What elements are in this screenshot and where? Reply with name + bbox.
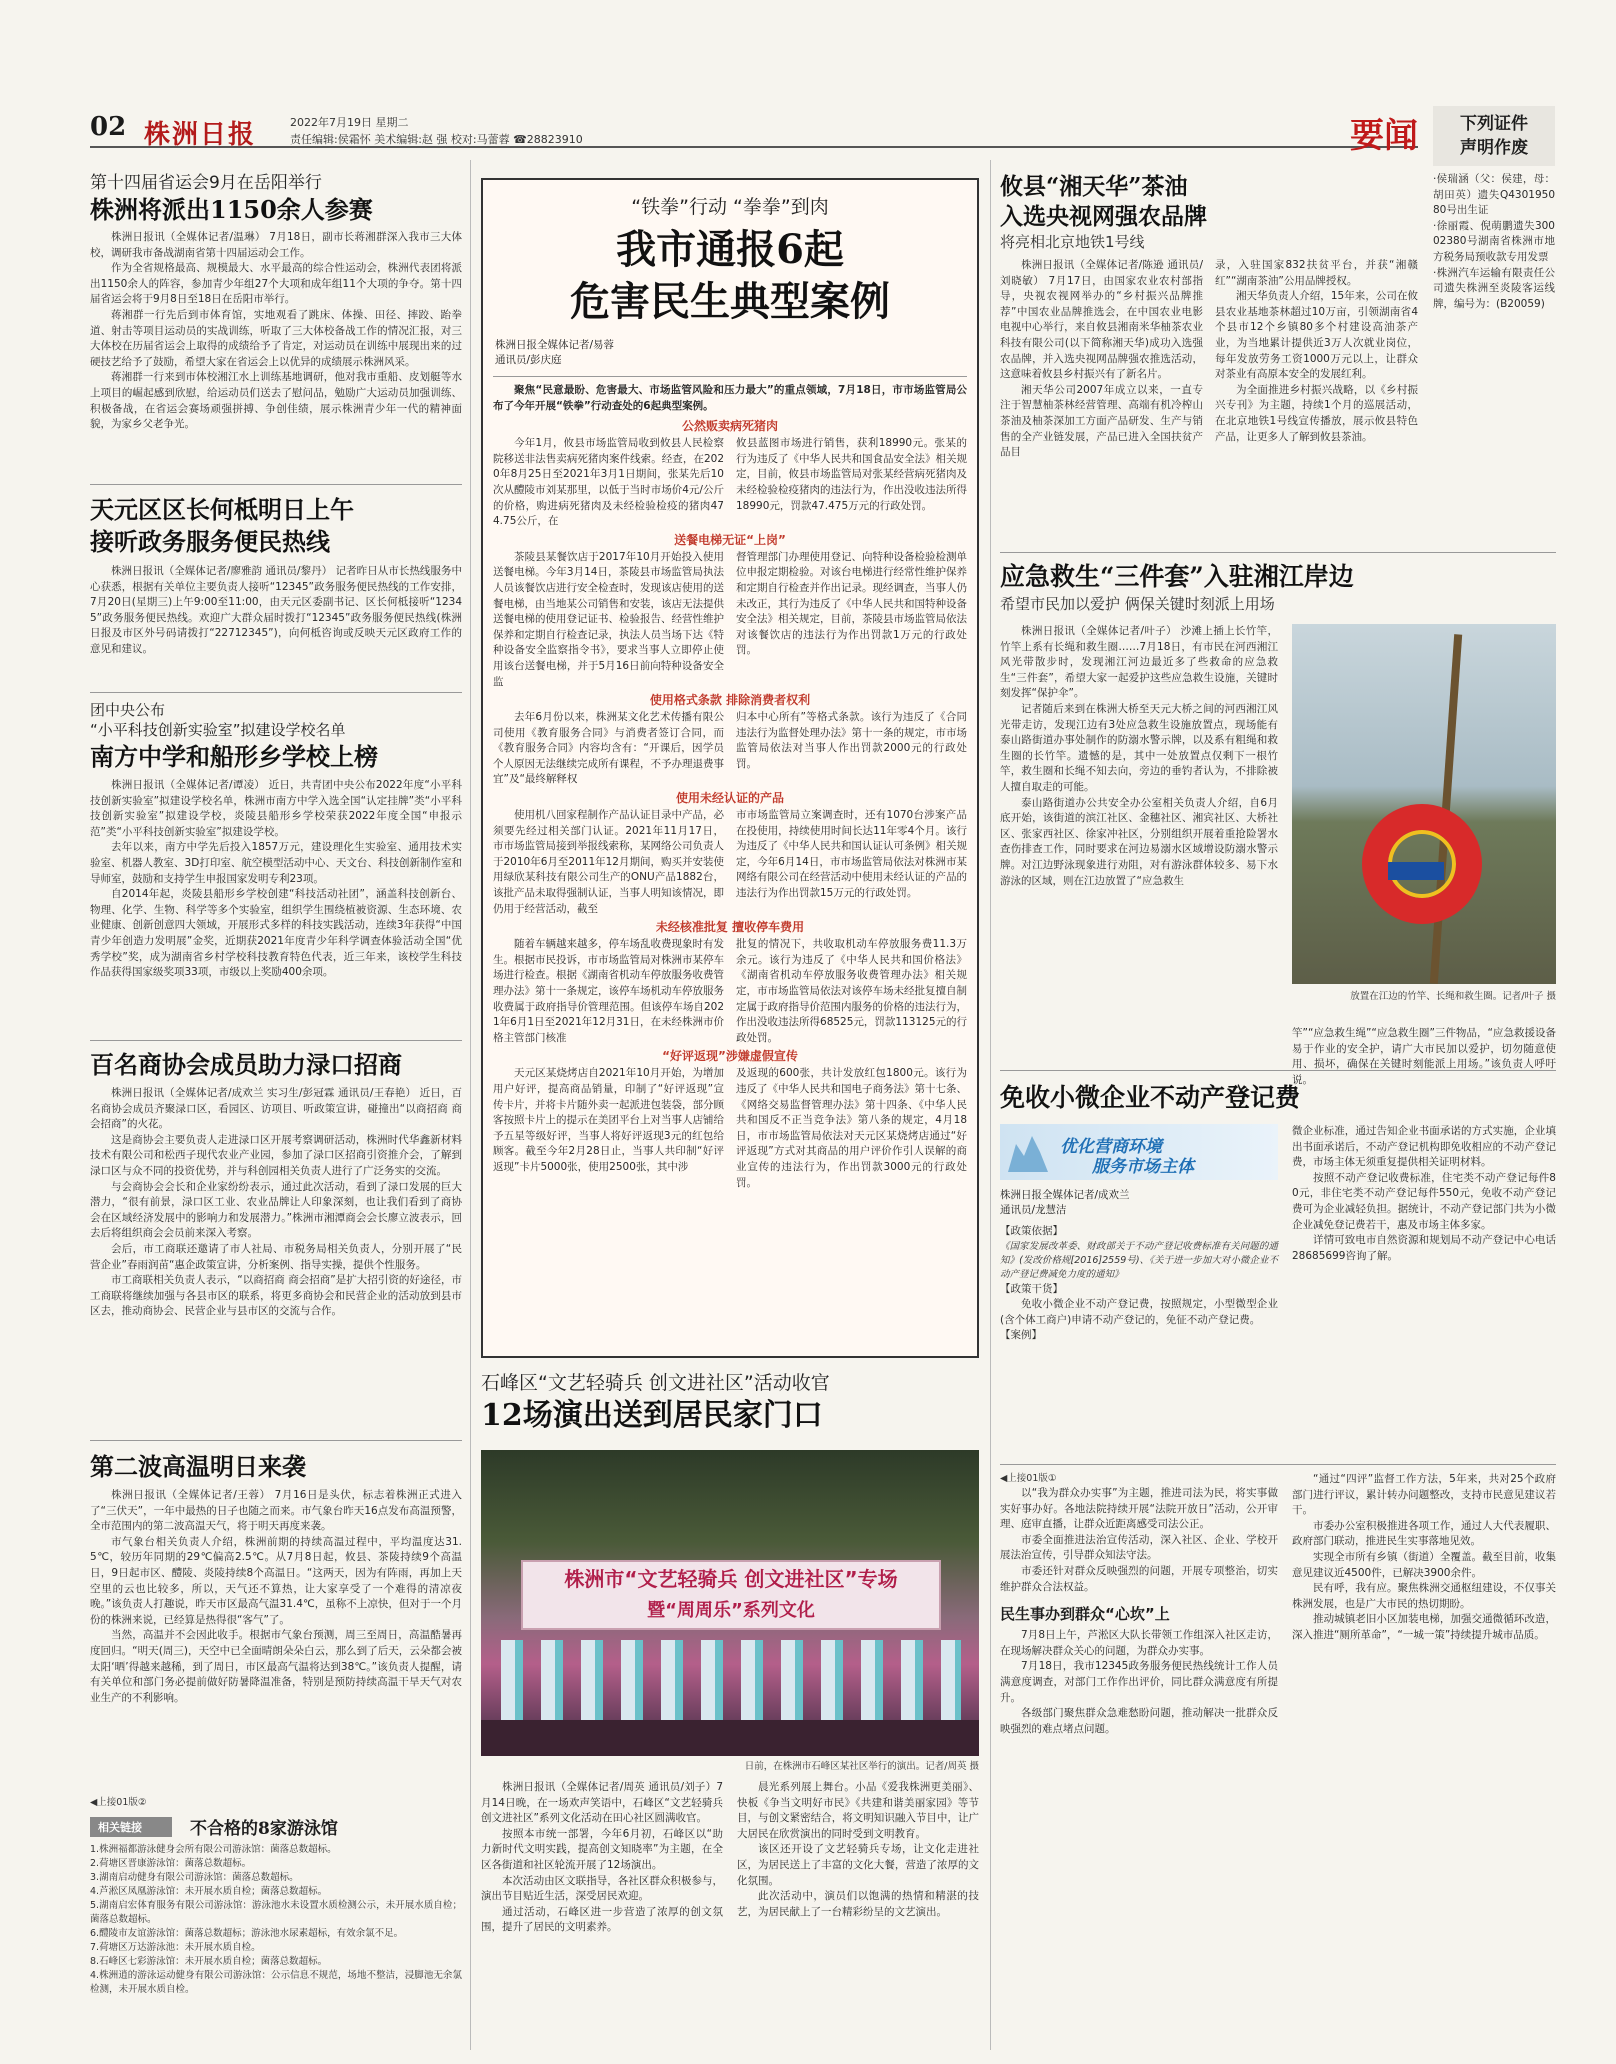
article-title: 天元区区长何柢明日上午 [90, 495, 354, 524]
case-section [493, 1046, 967, 1191]
article-pretitle: 第十四届省运会9月在岳阳举行 [90, 173, 322, 193]
case-list [493, 416, 967, 1191]
case-text: 去年6月份以来，株洲某文化艺术传播有限公司使用《教育服务合同》与消费者签订合同，而《教育服务合同》内容均含有：“开课后，因学员个人原因无法继续完成所有课程，不予办理退费事宜”及“最终解释权 [493, 711, 724, 786]
city-skyline-icon [1008, 1132, 1048, 1172]
case-text: 归本中心所有”等格式条款。该行为违反了《合同违法行为监督处理办法》第十一条的规定，市市场监管局依法对当事人作出罚款2000元的行政处罚。 [736, 711, 967, 770]
article-teaoil: 攸县“湘天华”茶油 入选央视网强农品牌 将亮相北京地铁1号线 株洲日报讯（全媒体记者/陈逊 通讯员/刘晓敏） 7月17日，由国家农业农村部指导，央视农视网举办的“乡村振兴品牌推荐”中国农业品牌推选会，在中国农业电影电视中心举行，来自攸县湘南米华柚茶农业科技有限公司(以下简称湘天华)成功入选强农品牌，并入选央视网品牌强农推选活动，这意味着攸县乡村振兴有了新名片。 湘天华公司2007年成立以来，一直专注于智慧柚茶林经营管理、高端有机冷榨山茶油及柚茶深加工方面产品研发、生产与销售的全产业链发展，产品已进入全国扶贫产品目 录，入驻国家832扶贫平台，并获“湘赣红”“湖南茶油”公用品牌授权。 湘天华负责人介绍，15年来，公司在攸县农业基地茶林超过10万亩，引领湖南省4个县市12个乡镇80多个村建设高油茶产业，为当地累计提供近3万人次就业岗位，每年发放劳务工资1000万元以上，让群众对茶业有高原本安全的发展红利。 为全面推进乡村振兴战略，以《乡村振兴专刊》为主题，持续1个月的巡展活动，在北京地铁1号线宣传播放，展示攸县特色产品，让更多人了解到攸县茶油。 [1000, 173, 1418, 459]
article-title: 接听政务服务便民热线 [90, 527, 330, 556]
list-item: 5.湖南启宏体育服务有限公司游泳馆：游泳池水未设置水质检测公示，未开展水质自检；菌落总数超标。 [90, 1900, 462, 1925]
case-text: 今年1月，攸县市场监管局收到攸县人民检察院移送非法售卖病死猪肉案件线索。经查，在2020年8月25日至2021年3月1日期间，张某先后10次从醴陵市刘某那里，以低于当时市场价4元/公斤的价格，购进病死猪肉及未经检验检疫的猪肉474.75公斤，在 [493, 437, 724, 528]
case-heading: 送餐电梯无证“上岗” [674, 532, 786, 547]
case-text: 茶陵县某餐饮店于2017年10月开始投入使用送餐电梯。今年3月14日，茶陵县市场监管局执法人员该餐饮店进行安全检查时，发现该店使用的送餐电梯，由当地某公司销售和安装，该店无法提供送餐电梯的使用登记证书、检验报告、经营性维护保养和定期自行检查记录，执法人员当场下达《特种设备安全监察指令书》，要求当事人立即停止使用该台送餐电梯，并于5月16日前向特种设备安全监 [493, 550, 724, 688]
editor-line: 责任编辑:侯霜怀 美术编辑:赵 强 校对:马蕾蓉 ☎28823910 [290, 133, 583, 146]
photo-caption: 放置在江边的竹竿、长绳和救生圈。记者/叶子 摄 [1350, 991, 1556, 1002]
article-performance: 石峰区“文艺轻骑兵 创文进社区”活动收官 12场演出送到居民家门口 株洲市“文艺轻骑兵 创文进社区”专场 暨“周周乐”系列文化 日前，在株洲市石峰区某社区举行的演出。记者/周英 摄 株洲日报讯（全媒体记者/周英 通讯员/刘子）7月14日晚，在一场欢声笑语中，石峰区“文艺轻骑兵 创文进社区”系列文化活动在田心社区圆满收官。 按照本市统一部署，今年6月初，石峰区以“助力新时代文明实践，提高创文知晓率”为主题，在全区各街道和社区轮流开展了12场演出。 本次活动由区文联指导，各社区群众积极参与，演出节目贴近生活，深受居民欢迎。 通过活动，石峰区进一步营造了浓厚的创文氛围，提升了居民的文明素养。 晨光系列展上舞台。小品《爱我株洲更美丽》、快板《争当文明好市民》《共建和谐美丽家园》等节目，与创文紧密结合，将文明知识融入节目中，让广大居民在欣赏演出的同时受到文明教育。 该区还开设了文艺轻骑兵专场，让文化走进社区，为居民送上了丰富的文化大餐，营造了浓厚的文化氛围。 此次活动中，演员们以饱满的热情和精湛的技艺，为居民献上了一台精彩纷呈的文艺演出。 [481, 1372, 979, 1934]
feature-header: “铁拳”行动 “拳拳”到肉 我市通报6起 危害民生典型案例 [483, 180, 977, 328]
stage-banner: 株洲市“文艺轻骑兵 创文进社区”专场 暨“周周乐”系列文化 [521, 1560, 941, 1630]
feature-title: 我市通报6起 [616, 226, 844, 273]
article-hotline: 天元区区长何柢明日上午 接听政务服务便民热线 株洲日报讯（全媒体记者/廖雅韵 通讯员/黎丹） 记者昨日从市长热线服务中心获悉，根据有关单位主要负责人接听“12345”政务服务便民热线的工作安排，7月20日(星期三)上午9:00至11:00，由天元区委副书记、区长何柢接听“12345”政务服务便民热线。欢迎广大群众届时拨打“12345”政务服务便民热线(株洲日报及市区外号码请拨打“22712345”)，向何柢咨询或反映天元区政府工作的意见和建议。 [90, 495, 462, 655]
article-fee: 免收小微企业不动产登记费 优化营商环境 服务市场主体 株洲日报全媒体记者/成欢兰 通讯员/龙慧洁 【政策依据】 《国家发展改革委、财政部关于不动产登记收费标准有关问题的通知》(发改价格规[2016]2559号)、《关于进一步加大对小微企业不动产登记费减免力度的通知》 【政策干货】 免收小微企业不动产登记费，按照规定，小型微型企业(含个体工商户)申请不动产登记的，免征不动产登记费。 【案例】 微企业标准，通过告知企业书面承诺的方式实施，企业填出书面承诺后，不动产登记机构即免收相应的不动产登记费，市场主体无须重复提供相关证明材料。 按照不动产登记收费标准，住宅类不动产登记每件80元，非住宅类不动产登记每件550元，免收不动产登记费可为企业减轻负担。据统计，不动产登记部门共为小微企业减免登记费若干，惠及市场主体多家。 详情可致电市自然资源和规划局不动产登记中心电话28685699咨询了解。 [1000, 1080, 1556, 1460]
related-list [90, 1843, 462, 1997]
related-links-title: 不合格的8家游泳馆 [190, 1819, 338, 1839]
article-title: 入选央视网强农品牌 [1000, 203, 1207, 230]
case-section [493, 917, 967, 1046]
article-subtitle: 将亮相北京地铁1号线 [1000, 233, 1145, 251]
article-title: 免收小微企业不动产登记费 [1000, 1083, 1301, 1112]
performers [501, 1640, 961, 1720]
case-section [493, 690, 967, 788]
notice-sidebar [1433, 106, 1555, 386]
notice-item: ·徐丽霞、倪萌鹏遗失30002380号湖南省株洲市地方税务局预收款专用发票 [1433, 219, 1555, 263]
article-title: 12场演出送到居民家门口 [481, 1398, 823, 1433]
issue-date: 2022年7月19日 星期二 [290, 116, 409, 129]
article-title: 南方中学和船形乡学校上榜 [90, 742, 378, 771]
lead-paragraph: 聚焦“民意最盼、危害最大、市场监管风险和压力最大”的重点领域，7月18日，市市场监管局公布了今年开展“铁拳”行动查处的6起典型案例。 [493, 384, 967, 412]
related-links: ◀上接01版② 相关链接 不合格的8家游泳馆 1.株洲福都游泳健身会所有限公司游泳馆：菌落总数超标。 2.荷塘区晋康游泳馆：菌落总数超标。 3.湖南启动健身有限公司游泳馆：菌落总数超标。 4.芦淞区凤凰游泳馆：未开展水质自检；菌落总数超标。 5.湖南启宏体育服务有限公司游泳馆：游泳池水未设置水质检测公示，未开展水质自检；菌落总数超标。 6.醴陵市友谊游泳馆：菌落总数超标；游泳池水尿素超标，有效余氯不足。 7.荷塘区万达游泳池：未开展水质自检。 8.石峰区七彩游泳馆：未开展水质自检；菌落总数超标。 4.株洲逍的游泳运动健身有限公司游泳馆：公示信息不规范，场地不整洁，浸脚池无余氯检测，未开展水质自检。 [90, 1797, 462, 1995]
related-links-label: 相关链接 [90, 1817, 172, 1837]
feature-box [481, 178, 979, 1358]
list-item: 4.株洲逍的游泳运动健身有限公司游泳馆：公示信息不规范，场地不整洁，浸脚池无余氯检测，未开展水质自检。 [90, 1970, 462, 1995]
subheading: 民生事办到群众“心坎”上 [1000, 1605, 1170, 1624]
case-text: 督管理部门办理使用登记、向特种设备检验检测单位申报定期检验。对该台电梯进行经常性维护保养和定期自行检查并作出记录。现经调查，当事人仍未改正，其行为违反了《中华人民共和国特种设备安全法》相关规定，目前，茶陵县市场监管局依法对该餐饮店的违法行为作出罚款1万元的行政处罚。 [736, 550, 967, 657]
article-title: 攸县“湘天华”茶油 [1000, 173, 1188, 200]
case-text: 攸县蓝图市场进行销售，获利18990元。张某的行为违反了《中华人民共和国食品安全法》相关规定，目前，攸县市场监管局对张某经营病死猪肉及未经检验检疫猪肉的违法行为，作出没收违法所得18990元，罚款47.475万元的行政处罚。 [736, 437, 967, 512]
list-item: 4.芦淞区凤凰游泳馆：未开展水质自检；菌落总数超标。 [90, 1886, 328, 1897]
list-item: 1.株洲福都游泳健身会所有限公司游泳馆：菌落总数超标。 [90, 1844, 337, 1855]
case-heading: 使用未经认证的产品 [675, 791, 784, 806]
article-title: 第二波高温明日来袭 [90, 1452, 306, 1481]
byline: 株洲日报全媒体记者/成欢兰 通讯员/龙慧洁 [1000, 1189, 1130, 1216]
article-heat: 第二波高温明日来袭 株洲日报讯（全媒体记者/王蓉） 7月16日是头伏，标志着株洲正式进入了“三伏天”，一年中最热的日子也随之而来。市气象台昨天16点发布高温预警，全市范围内的第二波高温天气，将于明天再度来袭。 市气象台相关负责人介绍，株洲前期的持续高温过程中，平均温度达31.5℃，较历年同期的29℃偏高2.5℃。从7月8日起，攸县、茶陵持续9个高温日，9日起市区、醴陵、炎陵持续8个高温日。“这两天，因为有阵雨，再加上天空里的云也比较多，所以，天气还不算热，让大家享受了一个难得的清凉夜晚。”该负责人打趣说，昨天市区最高气温31.4℃，虽称不上凉快，但对于一个月份的株洲来说，已经算是热得很“客气”了。 当然，高温并不会因此收手。根据市气象台预测，周三至周日，高温酷暑再度回归。“明天(周三)，天空中已全面晴朗朵朵白云，那么到了后天，云朵都会被太阳‘晒’得越来越稀，到了周日，市区最高气温将达到38℃。”该负责人提醒，请有关单位和部门务必提前做好防暑降温准备，特别是预防持续高温干旱天气对农业生产的不利影响。 [90, 1452, 462, 1704]
masthead [90, 112, 1418, 156]
page-number: 02 [90, 112, 127, 142]
list-item: 2.荷塘区晋康游泳馆：菌落总数超标。 [90, 1858, 252, 1869]
case-section [493, 530, 967, 690]
article-games: 第十四届省运会9月在岳阳举行 株洲将派出1150余人参赛 株洲日报讯（全媒体记者/温琳） 7月18日，副市长蒋湘群深入我市三大体校，调研我市备战湖南省第十四届运动会工作。 作为全省规格最高、规模最大、水平最高的综合性运动会，株洲代表团将派出1150余人的阵容，参加青少年组27个大项和成年组11个大项的争夺。第十四届省运会将于9月8日至18日在岳阳市举行。 蒋湘群一行先后到市体育馆，实地观看了跳床、体操、田径、摔跤、跆拳道、射击等项目运动员的实战训练，听取了三大体校备战工作的情况汇报，对三大体校在历届省运会上取得的成绩给予了肯定，对运动员在训练中展现出来的过硬技艺给予了鼓励，希望大家在省运会上以优异的成绩展示株洲风采。 蒋湘群一行来到市体校湘江水上训练基地调研，他对我市重船、皮划艇等水上项目的崛起感到欣慰，给运动员们送去了慰问品，勉励广大运动员加强训练、积极备战，在省运会赛场顽强拼搏、争创佳绩，展示株洲青少年一代的精神面貌，为家乡父老争光。 [90, 173, 462, 431]
notice-item: ·侯瑞涵（父：侯建，母：胡田英）遗失Q430195080号出生证 [1433, 173, 1555, 217]
feature-title: 危害民生典型案例 [570, 278, 890, 325]
section-logo: 优化营商环境 服务市场主体 [1000, 1124, 1278, 1180]
list-item: 7.荷塘区万达游泳池：未开展水质自检。 [90, 1942, 261, 1953]
article-subtitle: 希望市民加以爱护 俩保关键时刻派上用场 [1000, 595, 1275, 613]
photo-caption: 日前，在株洲市石峰区某社区举行的演出。记者/周英 摄 [744, 1761, 979, 1772]
notice-header: 下列证件 声明作废 [1433, 106, 1555, 166]
case-heading: “好评返现”涉嫌虚假宣传 [662, 1049, 798, 1064]
newspaper-logo: 株洲日报 [144, 120, 257, 150]
case-text: 天元区某烧烤店自2021年10月开始，为增加用户好评，提高商品销量，印制了“好评返现”宣传卡片，并将卡片随外卖一起派进包装袋，部分顾客按照卡片上的提示在美团平台上对当事人店铺给予五星等级好评，当事人将好评返现3元的红包给顾客。截至今年2月28日止，当事人共印制“好评返现”卡片5000张，使用2500张，其中涉 [493, 1067, 724, 1173]
list-item: 3.湖南启动健身有限公司游泳馆：菌落总数超标。 [90, 1872, 299, 1883]
case-heading: 未经核准批复 擅收停车费用 [655, 920, 805, 935]
list-item: 6.醴陵市友谊游泳馆：菌落总数超标；游泳池水尿素超标，有效余氯不足。 [90, 1928, 404, 1939]
article-title: 百名商协会成员助力渌口招商 [90, 1050, 402, 1079]
case-text: 随着车辆越来越多，停车场乱收费现象时有发生。根据市民投诉，市市场监管局对株洲市某停车场进行检查。根据《湖南省机动车停放服务收费管理办法》第十一条规定，该停车场机动车停放服务收费属于政府指导价管理范围。但该停车场自2021年6月1日至2021年12月31日，在未经株洲市价格主管部门核准 [493, 938, 724, 1044]
case-heading: 公然贩卖病死猪肉 [681, 419, 778, 434]
case-section [493, 416, 967, 530]
case-section [493, 788, 967, 917]
article-title: 株洲将派出1150余人参赛 [90, 195, 373, 224]
article-lifesaving: 应急救生“三件套”入驻湘江岸边 希望市民加以爱护 俩保关键时刻派上用场 株洲日报讯（全媒体记者/叶子） 沙滩上插上长竹竿，竹竿上系有长绳和救生圈……7月18日，有市民在河西湘江风光带散步时，发现湘江河边最近多了些救命的应急救生“三件套”，希望大家一起爱护这些应急救生设施，关键时刻发挥“保护伞”。 记者随后来到在株洲大桥至天元大桥之间的河西湘江风光带走访，发现江边有3处应急救生设施放置点，现场能有泰山路街道办事处制作的防溺水警示牌，以及系有粗绳和救生圈的长竹竿。遗憾的是，其中一处放置点仅剩下一根竹竿，救生圈和长绳不知去向，旁边的垂钓者认为，不排除被人擅自取走的可能。 泰山路街道办公共安全办公室相关负责人介绍，自6月底开始，该街道的滨江社区、金穗社区、湘宾社区、大桥社区、张家西社区、徐家冲社区，分别组织开展着重抢险署水查伤排查工作，同时要求在河边易溺水区域增设防溺水警示牌。对江边野泳现象进行劝阻，对有游泳群体较多、易下水游泳的区域，则在江边放置了“应急救生 放置在江边的竹竿、长绳和救生圈。记者/叶子 摄 竿”“应急救生绳”“应急救生圈”三件物品，“应急救援设备易于作业的安全护，请广大市民加以爱护，切勿随意使用、损坏，确保在关键时刻能派上用场。”该负责人呼吁说。 [1000, 562, 1556, 1086]
case-text: 使用机八回家程制作产品认证目录中产品，必须要先经过相关部门认证。2021年11月17日，市市场监管局接到举报线索称，某网络公司负责人于2010年6月至2011年12月期间，购买并安装使用绿欣某科技有限公司生产的ONU产品1882台，该批产品未取得强制认证，当事人明知该情况，即仍用于经营活动，截至 [493, 809, 724, 915]
notice-item: ·株洲汽车运输有限责任公司遗失株洲至炎陵客运线牌，编号为：(B20059) [1433, 266, 1555, 310]
case-text: 市市场监管局立案调查时，还有1070台涉案产品在投使用，持续使用时间长达11年零4个月。该行为违反了《中华人民共和国认证认可条例》相关规定，今年6月14日，市市场监管局依法对株洲市某网络有限公司在经营活动中使用未经认证的产品的违法行为作出罚款15万元的行政处罚。 [736, 809, 967, 900]
case-text: 批复的情况下，共收取机动车停放服务费11.3万余元。该行为违反了《中华人民共和国价格法》《湖南省机动车停放服务收费管理办法》相关规定，市市场监管局依法对该停车场未经批复擅自制定属于政府指导价范围内服务的价格的违法行为，作出没收违法所得68525元，罚款113125元的行政处罚。 [736, 938, 967, 1044]
article-continued: ◀上接01版① 以“我为群众办实事”为主题，推进司法为民，将实事做实好事办好。各地法院持续开展“法院开放日”活动，公开审理、庭审直播，让群众近距离感受司法公正。 市委全面推进法治宣传活动，深入社区、企业、学校开展法治宣传，引导群众知法守法。 市委还针对群众反映强烈的问题，开展专项整治，切实维护群众合法权益。 民生事办到群众“心坎”上 7月8日上午，芦淞区大队长带领工作组深入社区走访，在现场解决群众关心的问题，为群众办实事。 7月18日，我市12345政务服务便民热线统计工作人员满意度调查，对部门工作作出评价，同比群众满意度有所提升。 各级部门聚焦群众急难愁盼问题，推动解决一批群众反映强烈的难点堵点问题。 “通过“四评”监督工作方法，5年来，共对25个政府部门进行评议，累计转办问题整改，支持市民意见建议若干。 市委办公室积极推进各项工作，通过人大代表履职、政府部门联动，推进民生实事落地见效。 实现全市所有乡镇（街道）全覆盖。截至目前，收集意见建议近4500件，已解决3900余件。 民有呼，我有应。聚焦株洲交通枢纽建设，不仅事关株洲发展，也是广大市民的热切期盼。 推动城镇老旧小区加装电梯，加强交通微循环改造，深入推进“厕所革命”，“一城一策”持续提升城市品质。 [1000, 1473, 1556, 1735]
section-title: 要闻 [1350, 116, 1418, 156]
case-text: 及返现的600张，共计发放红包1800元。该行为违反了《中华人民共和国电子商务法》第十七条、《网络交易监督管理办法》第十四条、《中华人民共和国反不正当竞争法》第八条的规定，4月18日，市市场监管局依法对天元区某烧烤店通过“好评返现”方式对其商品的用户评价作引人误解的商业宣传的违法行为，作出罚款3000元的行政处罚。 [736, 1067, 967, 1189]
article-title: 应急救生“三件套”入驻湘江岸边 [1000, 562, 1354, 591]
lifebuoy-photo [1292, 624, 1556, 984]
list-item: 8.石峰区七彩游泳馆：未开展水质自检；菌落总数超标。 [90, 1956, 328, 1967]
byline: 株洲日报全媒体记者/易蓉 通讯员/彭庆庭 [495, 339, 615, 366]
stage-photo [481, 1450, 979, 1756]
article-merchants: 百名商协会成员助力渌口招商 株洲日报讯（全媒体记者/成欢兰 实习生/彭冠霖 通讯员/王春艳） 近日，百名商协会成员齐聚渌口区，看园区、访项目、听政策宣讲，碰撞出“以商招商 商会招商”的火花。 这是商协会主要负责人走进渌口区开展考察调研活动，株洲时代华鑫新材料技术有限公司和松西子现代农业产业园，参加了渌口区招商引资推介会，了解到渌口区与众不同的投资优势，并与科创园相关负责人进行了广泛务实的交流。 与会商协会会长和企业家纷纷表示，通过此次活动，看到了渌口发展的巨大潜力，“很有前景，渌口区工业、农业品牌让人印象深刻，也让我们看到了商协会在区域经济发展中的影响力和发展潜力。”株洲市湘潭商会会长廖立波表示，回去后将组织商会会员前来深入考察。 会后，市工商联还邀请了市人社局、市税务局相关负责人，分别开展了“民营企业”春雨润苗“惠企政策宣讲，分析案例、指导实操，提供个性服务。 市工商联相关负责人表示，“以商招商 商会招商”是扩大招引资的好途径，市工商联将继续加强与各县市区的联系，将更多商协会和民营企业的活动放到县市区去，推动商协会、民营企业与县市区的交流与合作。 [90, 1050, 462, 1318]
article-lab: 团中央公布 “小平科技创新实验室”拟建设学校名单 南方中学和船形乡学校上榜 株洲日报讯（全媒体记者/谭凌） 近日，共青团中央公布2022年度“小平科技创新实验室”拟建设学校名单，株洲市南方中学入选全国“认定挂牌”类“小平科技创新实验室”拟建设学校，炎陵县船形乡学校荣获2022年度全国“申报示范”类“小平科技创新实验室”拟建设学校。 去年以来，南方中学先后投入1857万元，建设理化生实验室、通用技术实验室、机器人教室、3D打印室、航空模型活动中心、天文台、科技创新制作室和导师室，鼓励和支持学生申报国家发明专利23项。 自2014年起，炎陵县船形乡学校创建“科技活动社团”，涵盖科技创新台、物理、化学、生物、科学等多个实验室，组织学生围绕植被资源、生态环境、农业健康、创新创意四大领域，开展形式多样的科技实践活动，连续3年获得“中国青少年创造力发明展”金奖，近期获2021年度青少年科学调查体验活动全国“优秀学校”奖，成为湖南省乡村学校科技教育特色代表，近三年来，该校学生科技作品获得国家级奖项33项，市级以上奖励400余项。 [90, 701, 462, 979]
case-heading: 使用格式条款 排除消费者权利 [649, 693, 811, 708]
